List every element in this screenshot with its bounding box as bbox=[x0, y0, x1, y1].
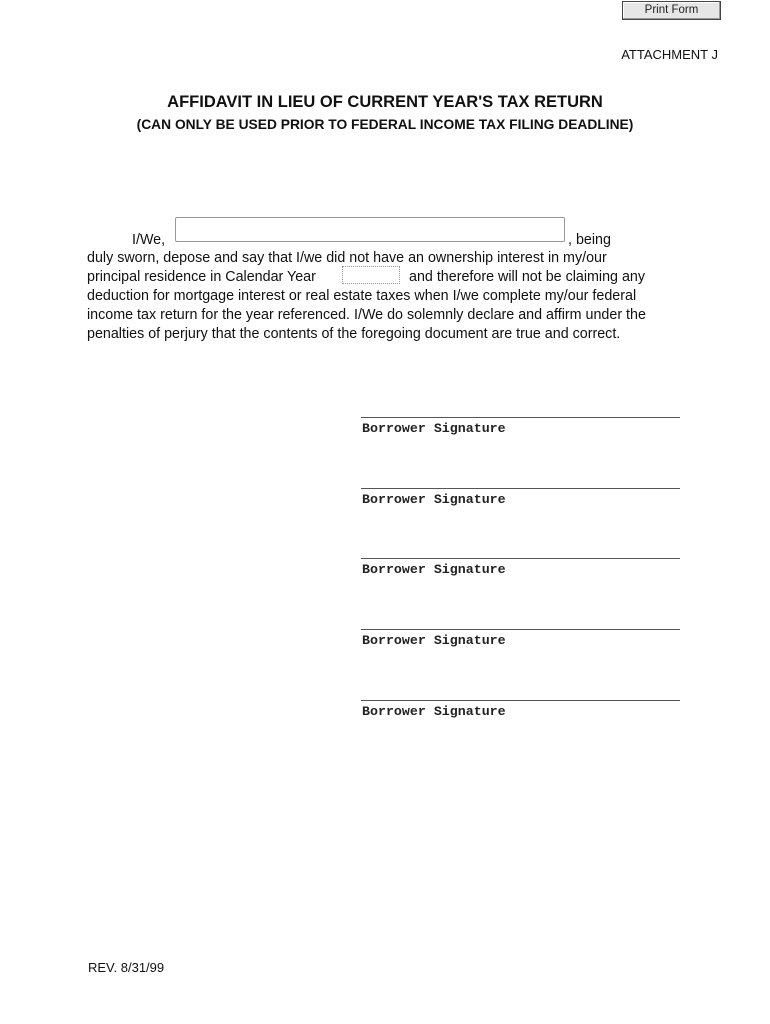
signature-label-4: Borrower Signature bbox=[362, 633, 506, 648]
revision-label: REV. 8/31/99 bbox=[88, 960, 165, 975]
page-subtitle: (CAN ONLY BE USED PRIOR TO FEDERAL INCOME TAX FILING DEADLINE) bbox=[136, 117, 634, 132]
signature-line-5[interactable] bbox=[361, 700, 680, 701]
affidavit-line-3-prefix: principal residence in Calendar Year bbox=[87, 269, 316, 285]
attachment-label: ATTACHMENT J bbox=[621, 47, 718, 62]
signature-label-2: Borrower Signature bbox=[362, 492, 506, 507]
affidavit-line-6: penalties of perjury that the contents of the foregoing document are true and correct. bbox=[87, 326, 621, 342]
print-form-button[interactable]: Print Form bbox=[622, 1, 721, 20]
affidavit-line-4: deduction for mortgage interest or real estate taxes when I/we complete my/our federal bbox=[87, 288, 637, 304]
signature-line-2[interactable] bbox=[361, 488, 680, 489]
signature-line-1[interactable] bbox=[361, 417, 680, 418]
signature-label-5: Borrower Signature bbox=[362, 704, 506, 719]
affidavit-line-2: duly sworn, depose and say that I/we did not have an ownership interest in my/our bbox=[87, 250, 607, 266]
signature-line-3[interactable] bbox=[361, 558, 680, 559]
signature-label-3: Borrower Signature bbox=[362, 562, 506, 577]
affidavit-line-3-suffix: and therefore will not be claiming any bbox=[409, 269, 646, 285]
iwe-label: I/We, bbox=[132, 232, 166, 248]
being-text: , being bbox=[568, 232, 611, 248]
calendar-year-field[interactable] bbox=[342, 266, 400, 284]
signature-label-1: Borrower Signature bbox=[362, 421, 506, 436]
affidavit-line-5: income tax return for the year referenced. I/We do solemnly declare and affirm under the bbox=[87, 307, 646, 323]
page-title: AFFIDAVIT IN LIEU OF CURRENT YEAR'S TAX RETURN bbox=[167, 93, 603, 111]
borrower-names-field[interactable] bbox=[175, 217, 565, 242]
signature-line-4[interactable] bbox=[361, 629, 680, 630]
